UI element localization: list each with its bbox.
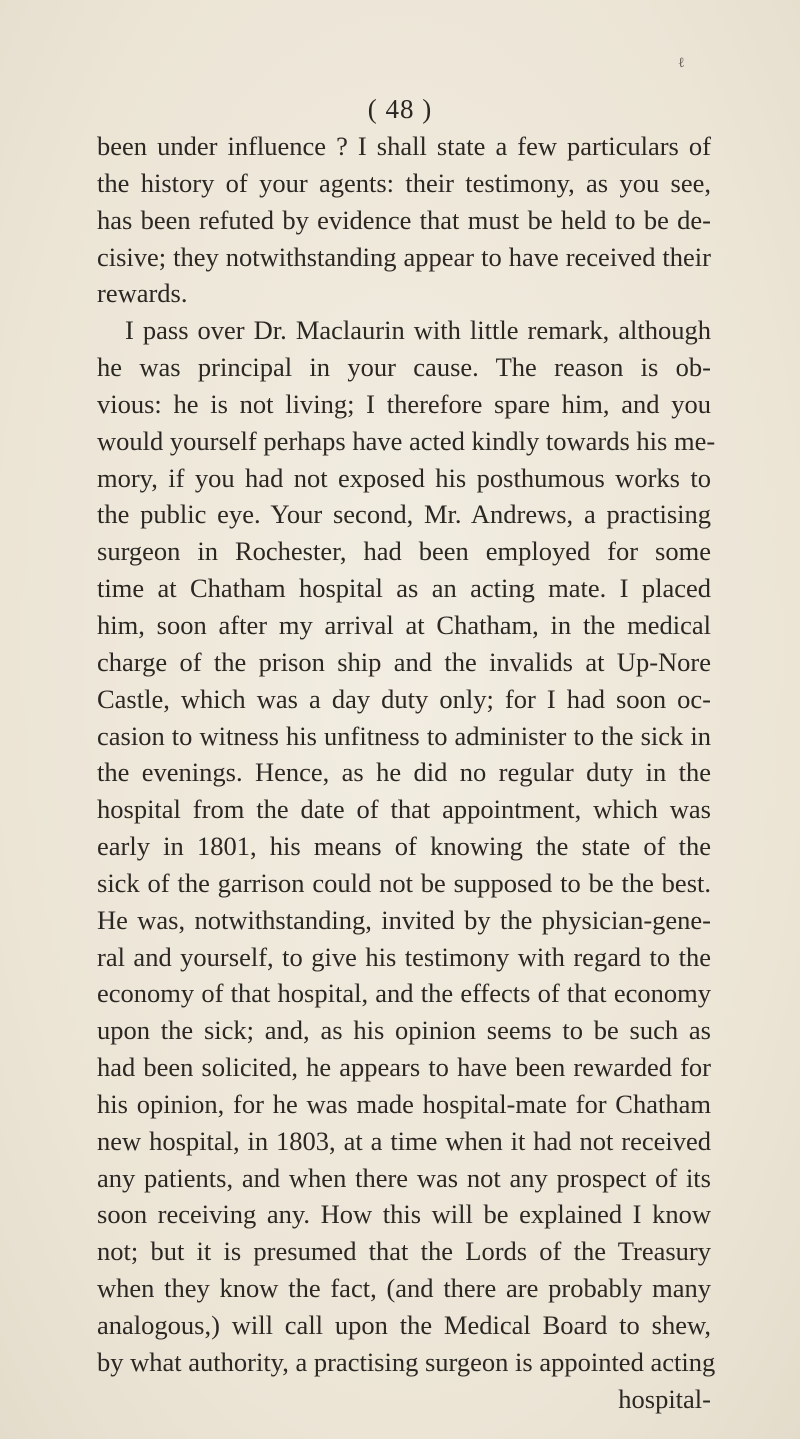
text-line: sick of the garrison could not be supposed to be the best. [97, 867, 711, 898]
text-line: economy of that hospital, and the effects of that economy [97, 978, 711, 1009]
catchword: hospital- [618, 1383, 711, 1414]
text-line: analogous,) will call upon the Medical Board to shew, [97, 1310, 711, 1340]
text-line: soon receiving any. How this will be explained I know [97, 1199, 711, 1230]
text-line: by what authority, a practising surgeon is appointed acting [97, 1346, 716, 1377]
text-line: He was, notwithstanding, invited by the physician-gene- [97, 904, 711, 935]
text-line: surgeon in Rochester, had been employed for some [97, 536, 711, 567]
text-line: been under influence ? I shall state a few particulars of [97, 131, 711, 161]
corner-mark: ℓ [678, 56, 685, 71]
text-line: when they know the fact, (and there are probably many [97, 1273, 711, 1304]
text-line: vious: he is not living; I therefore spare him, and you [97, 388, 711, 419]
text-line: the evenings. Hence, as he did no regular duty in the [97, 757, 711, 788]
text-line: rewards. [97, 278, 188, 309]
text-line: had been solicited, he appears to have been rewarded for [97, 1052, 711, 1083]
text-line: I pass over Dr. Maclaurin with little remark, although [125, 315, 711, 346]
text-line: mory, if you had not exposed his posthumous works to [97, 462, 711, 493]
text-line: hospital from the date of that appointment, which was [97, 794, 711, 825]
text-line: not; but it is presumed that the Lords of the Treasury [97, 1236, 711, 1267]
text-line: cisive; they notwithstanding appear to have received their [97, 241, 711, 272]
page-number: ( 48 ) [367, 94, 433, 124]
text-line: time at Chatham hospital as an acting mate. I placed [97, 573, 711, 604]
text-line: charge of the prison ship and the invalids at Up-Nore [97, 646, 711, 677]
text-line: the public eye. Your second, Mr. Andrews, a practising [97, 499, 711, 530]
text-line: early in 1801, his means of knowing the state of the [97, 831, 711, 862]
text-line: him, soon after my arrival at Chatham, in the medical [97, 609, 711, 640]
text-line: new hospital, in 1803, at a time when it had not received [97, 1125, 711, 1156]
text-line: any patients, and when there was not any prospect of its [97, 1162, 711, 1193]
text-line: the history of your agents: their testimony, as you see, [97, 167, 711, 198]
text-line: has been refuted by evidence that must be held to be de- [97, 204, 711, 235]
body-text [97, 128, 716, 1418]
text-line: upon the sick; and, as his opinion seems to be such as [97, 1015, 711, 1046]
text-line: ral and yourself, to give his testimony with regard to the [97, 941, 711, 972]
text-line: he was principal in your cause. The reason is ob- [97, 352, 711, 383]
text-line: casion to witness his unfitness to administer to the sick in [97, 720, 711, 751]
text-line: his opinion, for he was made hospital-mate for Chatham [97, 1088, 711, 1119]
text-line: would yourself perhaps have acted kindly towards his me- [97, 425, 716, 456]
text-line: Castle, which was a day duty only; for I had soon oc- [97, 683, 711, 714]
